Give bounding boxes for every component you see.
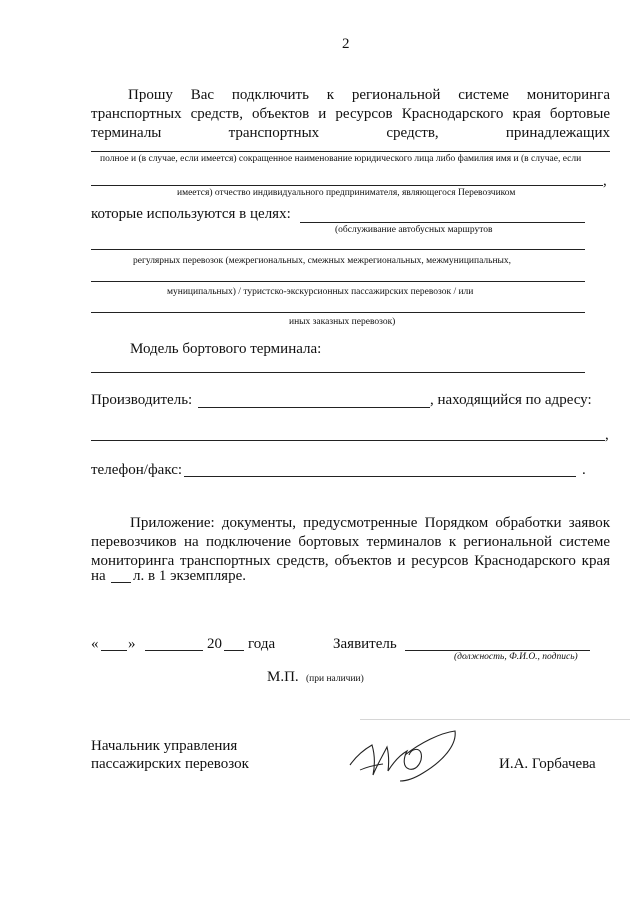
date-close-quote: » xyxy=(128,636,136,652)
purpose-line-2[interactable] xyxy=(91,249,585,250)
request-line-3: терминалы транспортных средств, принадлежащих xyxy=(91,125,610,141)
purpose-hint-1: (обслуживание автобусных маршрутов xyxy=(335,225,493,235)
date-year-line[interactable] xyxy=(224,650,244,651)
attachment-line-1: Приложение: документы, предусмотренные Порядком обработки заявок xyxy=(130,515,610,531)
request-line-2: транспортных средств, объектов и ресурсов Краснодарского края бортовые xyxy=(91,106,610,122)
date-month-line[interactable] xyxy=(145,650,203,651)
carrier-name-line-1[interactable] xyxy=(91,151,610,152)
address-comma: , xyxy=(605,427,609,443)
date-year-prefix: 20 xyxy=(207,636,222,652)
attachment-line-3: мониторинга транспортных средств, объектов и ресурсов Краснодарского края xyxy=(91,553,610,569)
applicant-label: Заявитель xyxy=(333,636,397,652)
stamp-label: М.П. xyxy=(267,669,299,685)
phone-label: телефон/факс: xyxy=(91,462,183,478)
purpose-hint-2: регулярных перевозок (межрегиональных, смежных межрегиональных, межмуниципальных, xyxy=(133,256,512,266)
purpose-line-1[interactable] xyxy=(300,222,585,223)
date-open-quote: « xyxy=(91,636,99,652)
attachment-line-4-prefix: на xyxy=(91,568,106,584)
applicant-line[interactable] xyxy=(405,650,590,651)
page-number: 2 xyxy=(342,36,350,52)
footer-title-line-1: Начальник управления xyxy=(91,738,238,754)
signer-name: И.А. Горбачева xyxy=(499,756,596,772)
carrier-name-hint-2: имеется) отчество индивидуального предпринимателя, являющегося Перевозчиком xyxy=(177,188,516,198)
purpose-line-4[interactable] xyxy=(91,312,585,313)
carrier-name-hint-1: полное и (в случае, если имеется) сокращенное наименование юридического лица либо фамилия имя и (в случае, если xyxy=(100,154,582,164)
manufacturer-line[interactable] xyxy=(198,407,430,408)
sheets-count-line[interactable] xyxy=(111,582,131,583)
phone-line[interactable] xyxy=(184,476,576,477)
phone-end: . xyxy=(582,462,586,478)
handwritten-signature xyxy=(345,725,460,785)
attachment-line-2: перевозчиков на подключение бортовых терминалов к региональной системе xyxy=(91,534,610,550)
model-line[interactable] xyxy=(91,372,585,373)
purpose-hint-4: иных заказных перевозок) xyxy=(289,317,396,327)
manufacturer-label: Производитель: xyxy=(91,392,193,408)
scan-artifact-line xyxy=(360,719,630,720)
model-label: Модель бортового терминала: xyxy=(130,341,322,357)
address-line[interactable] xyxy=(91,440,605,441)
request-line-1: Прошу Вас подключить к региональной системе мониторинга xyxy=(128,87,610,103)
date-year-suffix: года xyxy=(248,636,276,652)
purpose-label: которые используются в целях: xyxy=(91,206,291,222)
carrier-name-line-2[interactable] xyxy=(91,185,603,186)
stamp-hint: (при наличии) xyxy=(306,674,364,684)
attachment-line-4-suffix: л. в 1 экземпляре. xyxy=(133,568,246,584)
carrier-name-comma: , xyxy=(603,173,607,189)
footer-title-line-2: пассажирских перевозок xyxy=(91,756,249,772)
purpose-line-3[interactable] xyxy=(91,281,585,282)
date-day-line[interactable] xyxy=(101,650,127,651)
purpose-hint-3: муниципальных) / туристско-экскурсионных пассажирских перевозок / или xyxy=(167,287,474,297)
address-label: , находящийся по адресу: xyxy=(430,392,592,408)
applicant-hint: (должность, Ф.И.О., подпись) xyxy=(454,652,578,662)
